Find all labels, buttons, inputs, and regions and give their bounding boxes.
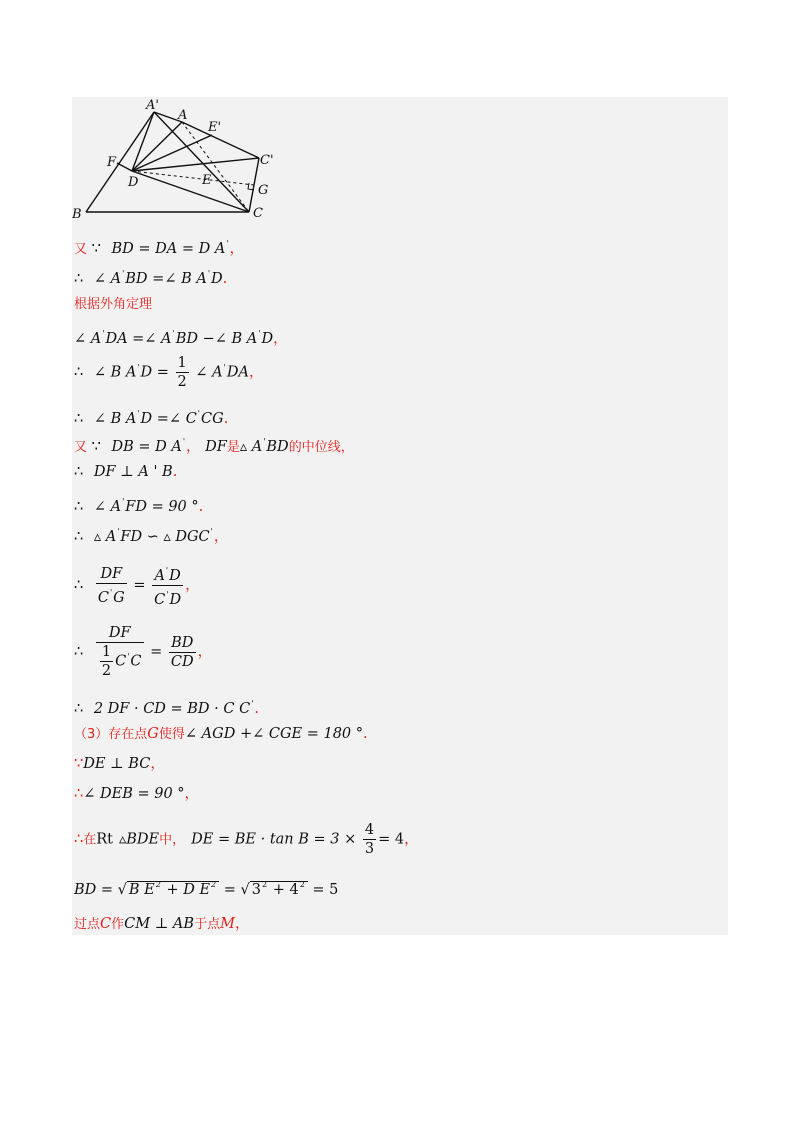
prime-mark: ' bbox=[109, 587, 113, 597]
guodian-text: 过点 bbox=[74, 917, 101, 932]
power: 2 bbox=[262, 880, 268, 889]
prime-mark: ' bbox=[137, 362, 140, 372]
prime-mark: ' bbox=[197, 409, 200, 418]
prime-mark: ' bbox=[263, 437, 266, 446]
denominator: CD bbox=[170, 653, 194, 670]
den-b: C bbox=[130, 653, 142, 670]
label-C1: C' bbox=[260, 153, 274, 168]
comma: . bbox=[198, 499, 204, 515]
midline-text: 的中位线， bbox=[288, 440, 354, 455]
zuo-text: 作 bbox=[111, 917, 125, 932]
solution-line-2 bbox=[74, 264, 227, 289]
prime-mark: ' bbox=[223, 362, 226, 372]
solution-line-3 bbox=[74, 294, 152, 315]
therefore-symbol: ∴ bbox=[74, 529, 84, 545]
numerator: DF bbox=[96, 565, 127, 584]
angle-statement: ∠ DEB = 90 ° bbox=[83, 786, 185, 802]
segment-D-A bbox=[132, 122, 182, 171]
fraction-df-cg bbox=[96, 565, 127, 607]
den-b: D bbox=[169, 592, 182, 608]
segment-D-C1 bbox=[132, 158, 259, 171]
because-symbol: ∵ bbox=[91, 241, 101, 257]
part-c: BD −∠ B A bbox=[175, 331, 258, 347]
part-c: ▵ A bbox=[239, 439, 263, 455]
therefore-symbol: ∴ bbox=[74, 701, 84, 717]
equation: BD = DA = D A bbox=[111, 241, 226, 257]
part-a: ▵ A bbox=[93, 529, 117, 545]
comma: ， bbox=[185, 577, 200, 594]
denominator bbox=[96, 584, 127, 607]
label-G: G bbox=[258, 183, 269, 198]
prime-mark: ' bbox=[182, 437, 186, 446]
shide-text: 使得 bbox=[158, 727, 185, 742]
solution-line-9 bbox=[74, 492, 203, 517]
part-d: BD bbox=[266, 439, 289, 455]
part-a: ∠ A bbox=[93, 499, 122, 515]
segment-F-D bbox=[117, 163, 132, 171]
solution-line-8 bbox=[74, 462, 177, 482]
period: . bbox=[363, 726, 368, 742]
solution-line-15 bbox=[74, 754, 165, 774]
part-b: D =∠ C bbox=[140, 411, 197, 427]
shi-text: 是 bbox=[226, 440, 240, 455]
denominator bbox=[96, 643, 144, 680]
yudian-text: 于点 bbox=[194, 917, 221, 932]
power: 2 bbox=[211, 880, 217, 889]
fraction-df-half-cc bbox=[96, 624, 144, 680]
comma: ， bbox=[213, 529, 229, 545]
angle-part-b: BD =∠ B A bbox=[125, 271, 207, 287]
num-b: D bbox=[169, 568, 181, 584]
solution-line-11 bbox=[74, 562, 200, 609]
perpendicular-statement: DE ⊥ BC bbox=[83, 756, 151, 772]
num-a: A bbox=[154, 568, 165, 584]
den-a: C bbox=[115, 653, 127, 670]
denominator: 2 bbox=[101, 663, 112, 679]
label-A: A bbox=[178, 108, 188, 123]
period: . bbox=[254, 701, 259, 717]
segment-A1-C bbox=[154, 112, 249, 212]
label-C: C bbox=[253, 206, 263, 221]
den-a: C bbox=[97, 589, 109, 606]
because-symbol: ∵ bbox=[74, 756, 84, 772]
comma: ， bbox=[248, 364, 264, 381]
radicand-2 bbox=[250, 881, 308, 898]
part-d: DA bbox=[226, 364, 249, 381]
therefore-symbol: ∴ bbox=[74, 577, 84, 594]
den-a: C bbox=[154, 592, 166, 608]
zai-text: 在 bbox=[83, 832, 97, 848]
therefore-symbol: ∴ bbox=[74, 411, 84, 427]
term-2: + D E bbox=[161, 882, 211, 898]
part-a: ∠ A bbox=[74, 331, 102, 347]
solution-line-18 bbox=[74, 875, 338, 900]
therefore-symbol: ∴ bbox=[74, 831, 84, 848]
fraction-half bbox=[176, 354, 189, 391]
fraction-four-thirds bbox=[363, 821, 376, 858]
comma: ， bbox=[197, 644, 213, 660]
numerator: BD bbox=[169, 634, 196, 653]
term-1: 3 bbox=[251, 882, 261, 898]
solution-line-7 bbox=[74, 432, 354, 458]
prime-mark: ' bbox=[122, 497, 125, 506]
point-m: M bbox=[220, 916, 235, 932]
equals-sign: = bbox=[219, 882, 236, 898]
therefore-symbol: ∴ bbox=[74, 271, 84, 287]
prime-mark: ' bbox=[137, 409, 140, 418]
prime-mark: ' bbox=[258, 329, 261, 338]
angle-sum: ∠ AGD +∠ CGE = 180 ° bbox=[184, 726, 364, 742]
part-b: DF bbox=[205, 439, 227, 455]
prime-mark: ' bbox=[172, 329, 175, 338]
solution-line-12 bbox=[74, 624, 212, 680]
fraction-bd-cd bbox=[169, 634, 196, 671]
part-b: DA =∠ A bbox=[105, 331, 172, 347]
equals-sign: = bbox=[133, 577, 146, 594]
zhong-text: 中， bbox=[159, 832, 186, 848]
result: = 4 bbox=[378, 831, 405, 848]
solution-line-17 bbox=[74, 821, 419, 858]
denominator bbox=[152, 586, 183, 609]
fraction-half bbox=[100, 643, 113, 680]
fraction-ad-cd bbox=[152, 562, 183, 609]
angle-part-c: D bbox=[211, 271, 223, 287]
result: = 5 bbox=[307, 882, 339, 898]
part-a: DB = D A bbox=[111, 439, 182, 455]
numerator: 1 bbox=[177, 355, 187, 371]
segment-D-C bbox=[132, 171, 249, 212]
sqrt-symbol: √ bbox=[240, 882, 250, 898]
label-E: E bbox=[202, 173, 212, 188]
denominator: 3 bbox=[364, 841, 375, 857]
comma: ， bbox=[273, 331, 288, 347]
solution-line-5 bbox=[74, 354, 263, 391]
part-b: FD = 90 ° bbox=[125, 499, 199, 515]
part-c: ∠ A bbox=[195, 364, 223, 381]
comma: ， bbox=[150, 756, 165, 772]
numerator: 1 bbox=[101, 644, 112, 660]
therefore-symbol: ∴ bbox=[74, 464, 84, 480]
equals-sign: = bbox=[150, 644, 163, 660]
dashed-A-C bbox=[182, 122, 249, 212]
solution-line-1 bbox=[74, 234, 244, 260]
period: . bbox=[222, 271, 228, 287]
geometry-diagram bbox=[72, 97, 302, 227]
comma: ， bbox=[404, 831, 419, 848]
prime-mark: ' bbox=[127, 651, 130, 661]
comma: ， bbox=[184, 786, 200, 802]
power: 2 bbox=[155, 880, 161, 889]
denominator: 2 bbox=[177, 374, 187, 390]
prime-mark: ' bbox=[210, 527, 213, 536]
sqrt-symbol: √ bbox=[117, 882, 127, 898]
numerator: 4 bbox=[364, 822, 375, 838]
term-2: + 4 bbox=[268, 882, 299, 898]
equation: DE = BE · tan B = 3 × bbox=[191, 831, 357, 848]
segment-B-A1 bbox=[86, 112, 154, 212]
angle-part-a: ∠ A bbox=[93, 271, 122, 287]
lhs: BD = bbox=[74, 882, 114, 898]
part-a: ∠ B A bbox=[93, 411, 137, 427]
period: . bbox=[223, 411, 229, 427]
solution-line-4 bbox=[74, 324, 288, 349]
part-c: CG bbox=[201, 411, 224, 427]
radicand-1 bbox=[127, 881, 219, 898]
comma: ， bbox=[186, 439, 201, 455]
solution-line-6 bbox=[74, 404, 228, 429]
prime-mark: ' bbox=[251, 699, 254, 708]
therefore-symbol: ∴ bbox=[74, 644, 84, 660]
equation: 2 DF · CD = BD · C C bbox=[93, 701, 251, 717]
you-text: 又 bbox=[74, 242, 88, 257]
therefore-symbol: ∴ bbox=[74, 499, 84, 515]
perpendicular-statement: CM ⊥ AB bbox=[124, 916, 195, 932]
part-d: D bbox=[261, 331, 274, 347]
term-1: B E bbox=[128, 882, 155, 898]
numerator: DF bbox=[96, 624, 144, 643]
period: . bbox=[172, 464, 178, 480]
label-F: F bbox=[107, 155, 117, 170]
prime-mark: ' bbox=[166, 590, 169, 599]
you-text: 又 bbox=[74, 440, 88, 455]
numerator bbox=[152, 562, 183, 586]
label-B: B bbox=[72, 207, 82, 222]
rt-text: Rt bbox=[96, 831, 113, 848]
part-a: ∠ B A bbox=[93, 364, 137, 381]
prime-mark: ' bbox=[122, 269, 125, 278]
label-D: D bbox=[128, 175, 139, 190]
solution-line-10 bbox=[74, 522, 228, 547]
prime-mark: ' bbox=[117, 527, 120, 536]
comma: ， bbox=[234, 916, 250, 932]
triangle-name: BDE bbox=[126, 831, 160, 848]
solution-panel bbox=[72, 97, 728, 935]
solution-line-16 bbox=[74, 784, 199, 804]
perpendicular-statement: DF ⊥ A ' B bbox=[93, 464, 173, 480]
prime-mark: ' bbox=[102, 329, 105, 338]
part3-text: （3）存在点 bbox=[74, 727, 148, 742]
therefore-symbol: ∴ bbox=[74, 786, 84, 802]
solution-line-19 bbox=[74, 914, 249, 935]
prime-mark: ' bbox=[207, 269, 211, 278]
comma: ， bbox=[229, 241, 244, 257]
label-E1: E' bbox=[208, 120, 222, 135]
point-g: G bbox=[147, 726, 159, 742]
solution-line-14 bbox=[74, 724, 368, 745]
therefore-symbol: ∴ bbox=[74, 364, 84, 381]
point-c: C bbox=[100, 916, 112, 932]
den-b: G bbox=[113, 589, 125, 606]
label-A1: A' bbox=[146, 98, 159, 113]
part-b: D = bbox=[140, 364, 169, 381]
triangle-symbol: ▵ bbox=[119, 831, 127, 848]
prime-mark: ' bbox=[226, 239, 229, 248]
solution-line-13 bbox=[74, 694, 259, 719]
power: 2 bbox=[299, 880, 305, 889]
because-symbol: ∵ bbox=[91, 439, 101, 455]
prime-mark: ' bbox=[165, 566, 169, 575]
part-b: FD ∽ ▵ DGC bbox=[120, 529, 210, 545]
theorem-text: 根据外角定理 bbox=[74, 297, 153, 312]
